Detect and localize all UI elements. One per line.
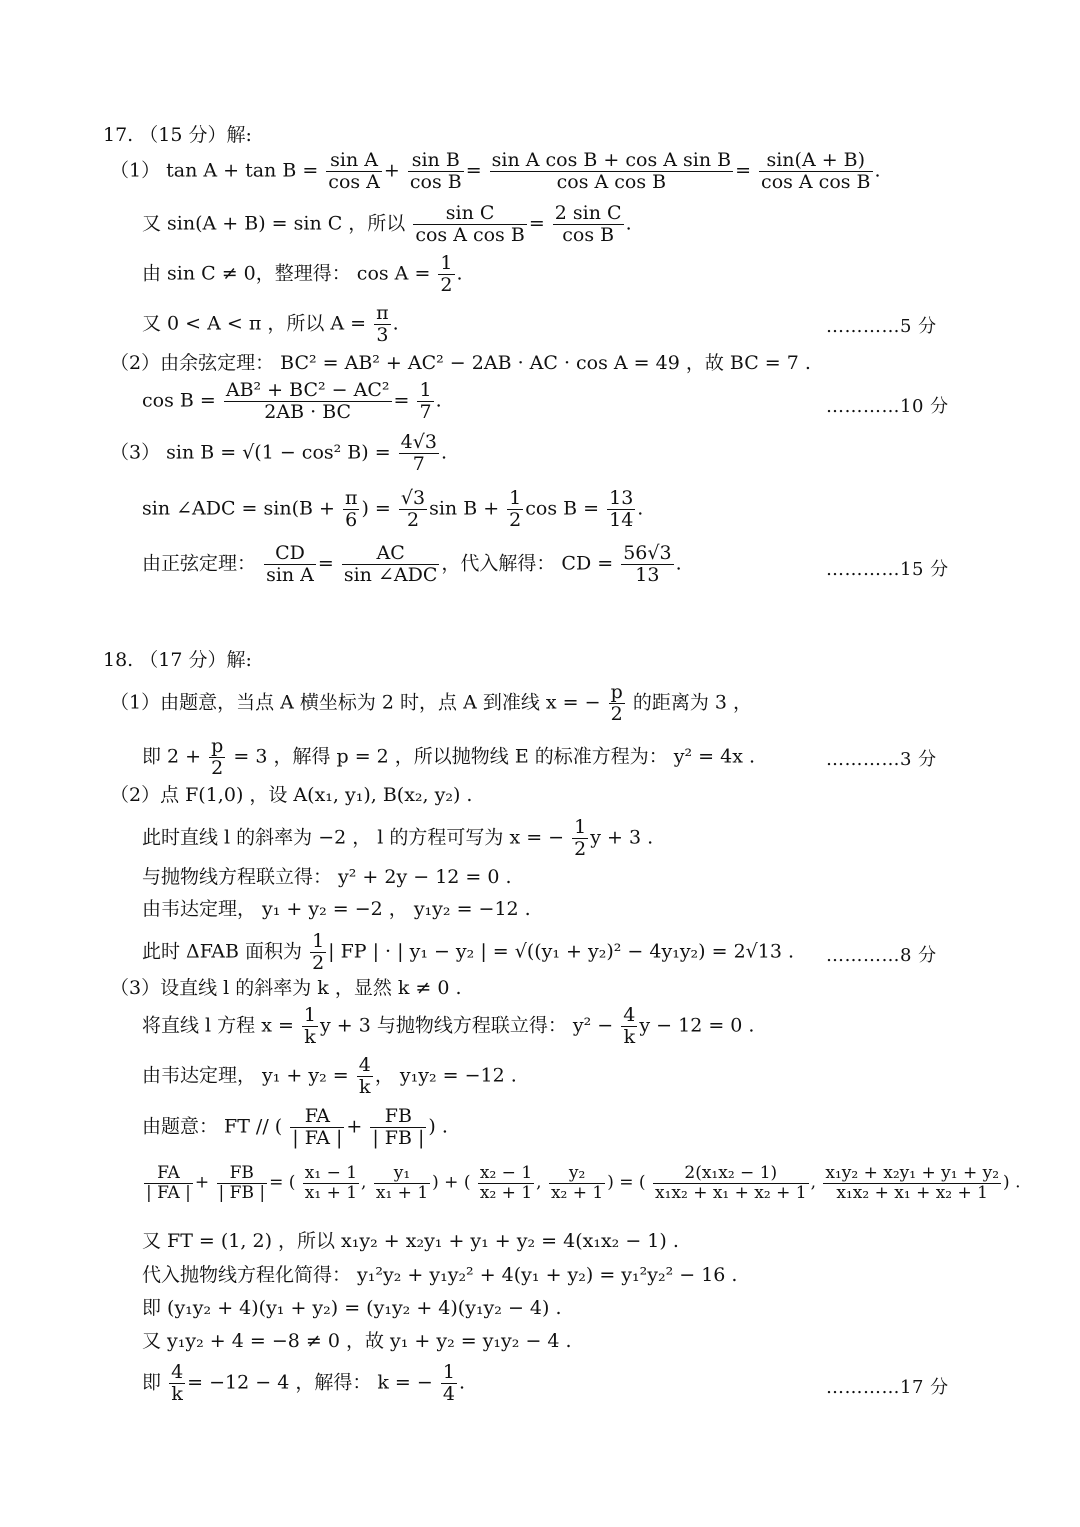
- q17-part3-line2: sin ∠ADC = sin(B + $\frac{\pi}{6}$ ) = $\frac{√3}{2}$ sin B + $\frac{1}{2}$ cos B = $\frac{13}{14}$ .: [142, 487, 644, 531]
- fraction: $\frac{1}{2}$: [574, 816, 587, 860]
- score-marker: …………3 分: [826, 749, 937, 770]
- q18-part2-line2: 此时直线 l 的斜率为 −2 ， l 的方程可写为 x = − $\frac{1}{2}$ y + 3 .: [142, 816, 654, 860]
- fraction: $\frac{1}{7}$: [419, 379, 432, 423]
- q18-part1-line1: （1）由题意，当点 A 横坐标为 2 时，点 A 到准线 x = − $\frac{p}{2}$ 的距离为 3 ，: [110, 681, 752, 725]
- score-marker: …………5 分: [826, 316, 937, 337]
- fraction: $\frac{13}{14}$: [609, 487, 634, 531]
- fraction: $\frac{FA}{| FA |}$: [146, 1163, 191, 1203]
- fraction: $\frac{\text{sin C}}{\text{cos A cos B}}$: [415, 202, 525, 246]
- fraction: $\frac{AC}{\text{sin ∠ADC}}$: [343, 542, 438, 586]
- fraction: $\frac{\text{sin A}}{\text{cos A}}$: [328, 149, 380, 193]
- q18-part2-line1: （2）点 F(1,0) ，设 A(x₁, y₁), B(x₂, y₂) .: [110, 784, 473, 806]
- fraction: $\frac{\text{AB² + BC² − AC²}}{2AB \cdot BC}$: [225, 379, 390, 423]
- fraction: $\frac{\text{sin A cos B + cos A sin B}}{\text{cos A cos B}}$: [491, 149, 732, 193]
- q18-part3-line1: （3）设直线 l 的斜率为 k ，显然 k ≠ 0 .: [110, 977, 462, 999]
- fraction: $\frac{56√3}{13}$: [623, 542, 672, 586]
- fraction: $\frac{4√3}{7}$: [400, 431, 437, 475]
- fraction: $\frac{FB}{| FB |}$: [372, 1105, 425, 1149]
- fraction: $\frac{\text{x₁ − 1}}{\text{x₁ + 1}}$: [304, 1163, 358, 1203]
- fraction: $\frac{1}{2}$: [509, 487, 522, 531]
- q18-part3-line9: 又 y₁y₂ + 4 = −8 ≠ 0 ，故 y₁ + y₂ = y₁y₂ − 4 .: [142, 1330, 572, 1352]
- q17-header: 17. （15 分）解:: [103, 124, 252, 146]
- fraction: $\frac{\pi}{3}$: [376, 302, 389, 346]
- q18-part3-line3: 由韦达定理， y₁ + y₂ = $\frac{4}{k}$ ， y₁y₂ = −12 .: [142, 1054, 517, 1098]
- q17-part1-line1: （1） tan A + tan B = $\frac{\text{sin A}}{\text{cos A}}$ + $\frac{\text{sin B}}{\text{cos B}}$ = $\frac{\text{sin A cos B + cos A sin B}}{\text{cos A cos B}}$ = $\frac{\sin(A + B)}{\text{cos A cos B}}$ .: [110, 149, 881, 193]
- q17-part1-line2: 又 sin(A + B) = sin C ，所以 $\frac{\text{sin C}}{\text{cos A cos B}}$ = $\frac{\text{2 sin C}}{\text{cos B}}$ .: [142, 202, 632, 246]
- fraction: $\frac{\text{2(x₁x₂ − 1)}}{\text{x₁x₂ + x₁ + x₂ + 1}}$: [654, 1163, 807, 1203]
- score-marker: …………15 分: [826, 559, 949, 580]
- q18-part3-line10: 即 $\frac{4}{k}$ = −12 − 4 ，解得： k = − $\frac{1}{4}$ .: [142, 1361, 465, 1405]
- fraction: $\frac{4}{k}$: [623, 1004, 636, 1048]
- fraction: $\frac{1}{4}$: [442, 1361, 455, 1405]
- q18-part3-line7: 代入抛物线方程化简得： y₁²y₂ + y₁y₂² + 4(y₁ + y₂) = y₁²y₂² − 16 .: [142, 1264, 738, 1286]
- q18-part2-line3: 与抛物线方程联立得： y² + 2y − 12 = 0 .: [142, 866, 512, 888]
- q18-header: 18. （17 分）解:: [103, 649, 252, 671]
- fraction: $\frac{\text{2 sin C}}{\text{cos B}}$: [554, 202, 622, 246]
- fraction: $\frac{p}{2}$: [211, 735, 224, 779]
- fraction: $\frac{\text{x₁y₂ + x₂y₁ + y₁ + y₂}}{\text{x₁x₂ + x₁ + x₂ + 1}}$: [825, 1163, 1000, 1203]
- fraction: $\frac{p}{2}$: [610, 681, 623, 725]
- q17-part3-line3: 由正弦定理： $\frac{CD}{\text{sin A}}$ = $\frac{AC}{\text{sin ∠ADC}}$ ，代入解得： CD = $\frac{56√3}{13}$ .: [142, 542, 682, 586]
- score-marker: …………8 分: [826, 945, 937, 966]
- q17-part1-line3: 由 sin C ≠ 0，整理得： cos A = $\frac{1}{2}$ .: [142, 252, 463, 296]
- fraction: $\frac{\text{y₂}}{\text{x₂ + 1}}$: [550, 1163, 604, 1203]
- q18-part3-line5: $\frac{FA}{| FA |}$ + $\frac{FB}{| FB |}$ = ( $\frac{\text{x₁ − 1}}{\text{x₁ + 1}}$ , $\frac{\text{y₁}}{\text{x₁ + 1}}$ ) + ( $\frac{\text{x₂ − 1}}{\text{x₂ + 1}}$ , $\frac{\text{y₂}}{\text{x₂ + 1}}$ ) = ( $\frac{\text{2(x₁x₂ − 1)}}{\text{x₁x₂ + x₁ + x₂ + 1}}$ , $\frac{\text{x₁y₂ + x₂y₁ + y₁ + y₂}}{\text{x₁x₂ + x₁ + x₂ + 1}}$ ) .: [146, 1163, 1021, 1203]
- score-marker: …………10 分: [826, 396, 949, 417]
- q17-part3-line1: （3） sin B = √(1 − cos² B) = $\frac{4√3}{7}$ .: [110, 431, 448, 475]
- q18-part1-line2: 即 2 + $\frac{p}{2}$ = 3 ，解得 p = 2 ，所以抛物线 E 的标准方程为： y² = 4x .: [142, 735, 755, 779]
- fraction: $\frac{1}{2}$: [440, 252, 453, 296]
- q18-part3-line8: 即 (y₁y₂ + 4)(y₁ + y₂) = (y₁y₂ + 4)(y₁y₂ − 4) .: [142, 1297, 562, 1319]
- fraction: $\frac{4}{k}$: [358, 1054, 371, 1098]
- fraction: $\frac{√3}{2}$: [400, 487, 426, 531]
- q17-part1-line4: 又 0 < A < π ，所以 A = $\frac{\pi}{3}$ .: [142, 302, 399, 346]
- fraction: $\frac{FA}{| FA |}$: [292, 1105, 343, 1149]
- fraction: $\frac{\text{x₂ − 1}}{\text{x₂ + 1}}$: [479, 1163, 533, 1203]
- q17-p1-text: （1） tan A + tan B =: [110, 159, 325, 182]
- score-marker: …………17 分: [826, 1377, 949, 1398]
- fraction: $\frac{FB}{| FB |}$: [218, 1163, 266, 1203]
- q18-part3-line2: 将直线 l 方程 x = $\frac{1}{k}$ y + 3 与抛物线方程联立得： y² − $\frac{4}{k}$ y − 12 = 0 .: [142, 1004, 755, 1048]
- fraction: $\frac{CD}{\text{sin A}}$: [266, 542, 314, 586]
- q18-part3-line6: 又 FT = (1, 2) ，所以 x₁y₂ + x₂y₁ + y₁ + y₂ = 4(x₁x₂ − 1) .: [142, 1230, 679, 1252]
- q18-part3-line4: 由题意： FT // ( $\frac{FA}{| FA |}$ + $\frac{FB}{| FB |}$ ) .: [142, 1105, 448, 1149]
- q18-part2-line4: 由韦达定理， y₁ + y₂ = −2 ， y₁y₂ = −12 .: [142, 898, 531, 920]
- fraction: $\frac{\sin(A + B)}{\text{cos A cos B}}$: [761, 149, 871, 193]
- fraction: $\frac{\text{y₁}}{\text{x₁ + 1}}$: [375, 1163, 429, 1203]
- fraction: $\frac{1}{2}$: [312, 930, 325, 974]
- q17-part2-line2: cos B = $\frac{\text{AB² + BC² − AC²}}{2AB \cdot BC}$ = $\frac{1}{7}$ .: [142, 379, 442, 423]
- fraction: $\frac{\text{sin B}}{\text{cos B}}$: [409, 149, 462, 193]
- fraction: $\frac{4}{k}$: [171, 1361, 184, 1405]
- fraction: $\frac{\pi}{6}$: [344, 487, 358, 531]
- fraction: $\frac{1}{k}$: [303, 1004, 317, 1048]
- q17-part2-line1: （2）由余弦定理： BC² = AB² + AC² − 2AB · AC · cos A = 49 ，故 BC = 7 .: [110, 352, 811, 374]
- q18-part2-line5: 此时 ΔFAB 面积为 $\frac{1}{2}$ | FP | · | y₁ − y₂ | = √((y₁ + y₂)² − 4y₁y₂) = 2√13 .: [142, 930, 795, 974]
